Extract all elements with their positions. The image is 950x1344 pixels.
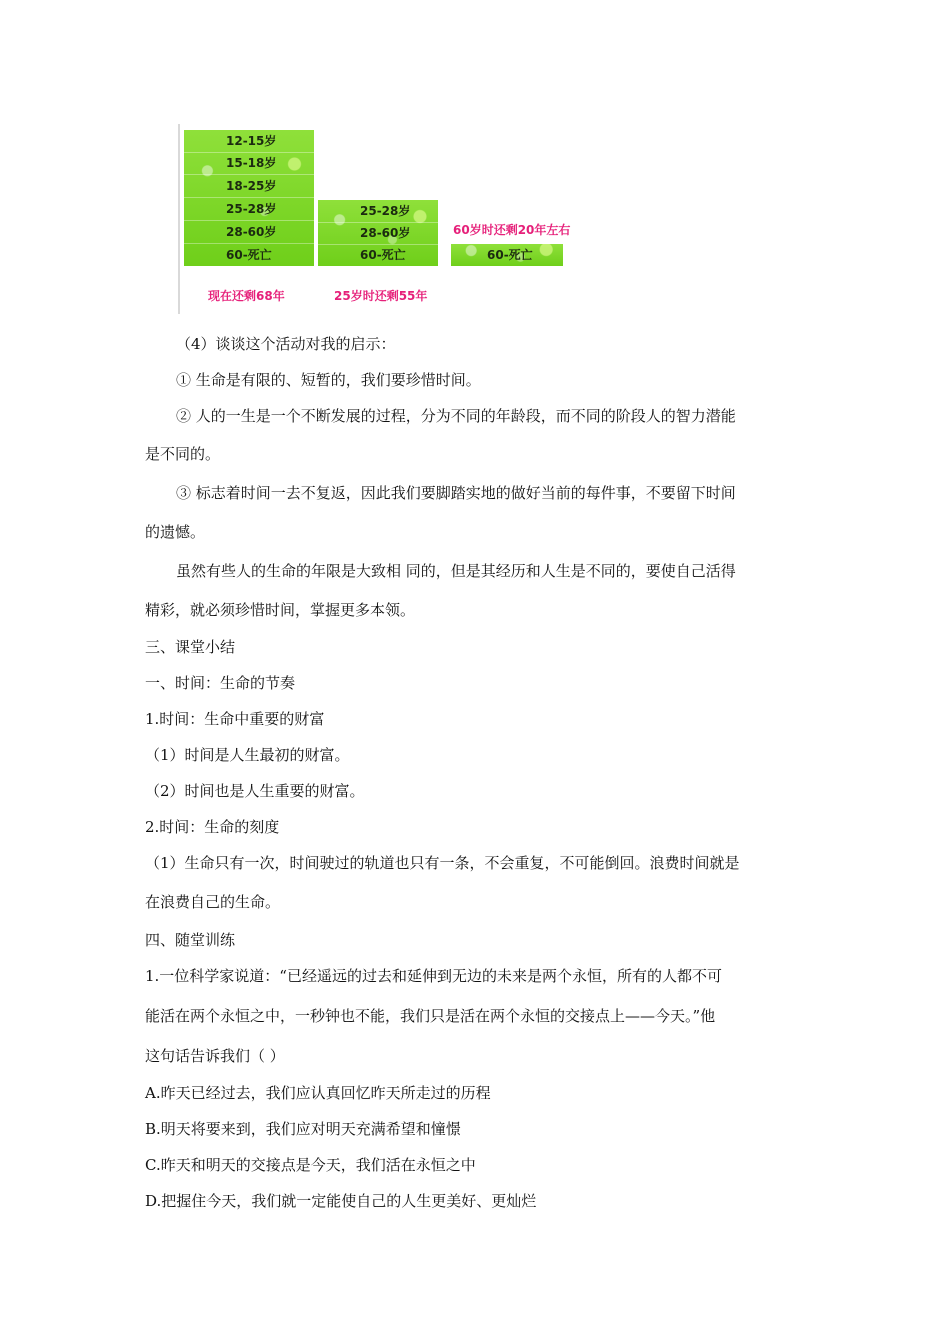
insight-2-cont: 是不同的。: [145, 445, 221, 463]
point-1-1: （1）时间是人生最初的财富。: [145, 746, 350, 764]
caption-age-60: 60岁时还剩20年左右: [453, 223, 571, 237]
option-c: C.昨天和明天的交接点是今天，我们活在永恒之中: [145, 1156, 476, 1174]
section-heading-summary: 三、课堂小结: [145, 638, 236, 656]
insight-2: ② 人的一生是一个不断发展的过程，分为不同的年龄段，而不同的阶段人的智力潜能: [176, 407, 736, 425]
segment-12-15: 12-15岁: [184, 130, 314, 153]
question-1-cont: 能活在两个永恒之中，一秒钟也不能，我们只是活在两个永恒的交接点上——今天。”他: [145, 1007, 716, 1025]
timeline-strip-full: [184, 130, 314, 266]
section-heading-practice: 四、随堂训练: [145, 931, 236, 949]
summary-paragraph: 虽然有些人的生命的年限是大致相 同的，但是其经历和人生是不同的，要使自己活得: [176, 562, 736, 580]
point-2-1: （1）生命只有一次，时间驶过的轨道也只有一条，不会重复，不可能倒回。浪费时间就是: [145, 854, 740, 872]
insight-3: ③ 标志着时间一去不复返，因此我们要脚踏实地的做好当前的每件事，不要留下时间: [176, 484, 736, 502]
segment-60-death: 60-死亡: [226, 248, 272, 262]
segment-60-death: 60-死亡: [360, 248, 406, 262]
caption-now: 现在还剩68年: [208, 289, 285, 303]
question-1-prompt: 这句话告诉我们（ ）: [145, 1047, 285, 1065]
point-2: 2.时间：生命的刻度: [145, 818, 280, 836]
summary-paragraph-cont: 精彩，就必须珍惜时间，掌握更多本领。: [145, 601, 416, 619]
segment-18-25: 18-25岁: [184, 175, 314, 198]
option-a: A.昨天已经过去，我们应认真回忆昨天所走过的历程: [145, 1084, 491, 1102]
life-timeline-figure: [178, 124, 598, 319]
question-1: 1.一位科学家说道：“已经遥远的过去和延伸到无边的未来是两个永恒，所有的人都不可: [145, 967, 722, 985]
segment-28-60: 28-60岁: [318, 222, 438, 245]
segment-25-28: 25-28岁: [184, 198, 314, 221]
activity-question: （4）谈谈这个活动对我的启示：: [176, 335, 396, 353]
segment-15-18: 15-18岁: [184, 152, 314, 175]
timeline-strip-age-25: [318, 200, 438, 266]
caption-age-25: 25岁时还剩55年: [334, 289, 428, 303]
segment-25-28: 25-28岁: [318, 200, 438, 223]
figure-left-border: [178, 124, 180, 314]
point-1-2: （2）时间也是人生重要的财富。: [145, 782, 365, 800]
point-1: 1.时间：生命中重要的财富: [145, 710, 325, 728]
timeline-strip-age-60: [451, 244, 563, 266]
insight-1: ① 生命是有限的、短暂的，我们要珍惜时间。: [176, 371, 481, 389]
option-d: D.把握住今天，我们就一定能使自己的人生更美好、更灿烂: [145, 1192, 537, 1210]
option-b: B.明天将要来到，我们应对明天充满希望和憧憬: [145, 1120, 461, 1138]
heading-time-rhythm: 一、时间：生命的节奏: [145, 674, 296, 692]
segment-28-60: 28-60岁: [184, 221, 314, 244]
segment-60-death: 60-死亡: [487, 248, 533, 262]
point-2-1-cont: 在浪费自己的生命。: [145, 893, 281, 911]
insight-3-cont: 的遗憾。: [145, 523, 206, 541]
